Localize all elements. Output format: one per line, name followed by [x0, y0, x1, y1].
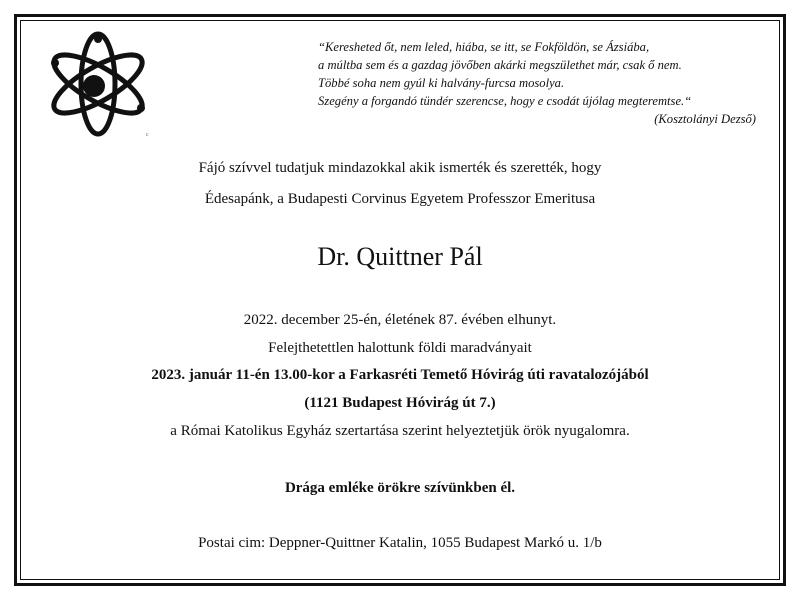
atom-icon [44, 30, 152, 138]
postal-address: Postai cim: Deppner-Quittner Katalin, 1055 Budapest Markó u. 1/b [198, 535, 602, 551]
deceased-name: Dr. Quittner Pál [317, 242, 483, 271]
remains-line: Felejthetettlen halottunk földi maradványait [268, 340, 532, 356]
poem-line: Többé soha nem gyúl ki halvány-furcsa mosolya. [318, 76, 565, 90]
funeral-line: 2023. január 11-én 13.00-kor a Farkasréti Temető Hóvirág úti ravatalozójából [151, 367, 649, 383]
poem-line: “Keresheted őt, nem leled, hiába, se itt, se Fokföldön, se Ázsiába, [318, 40, 650, 54]
title-line: Édesapánk, a Budapesti Corvinus Egyetem Professzor Emeritusa [204, 191, 596, 207]
rite-line: a Római Katolikus Egyház szertartása szerint helyeztetjük örök nyugalomra. [170, 423, 630, 439]
poem-line: a múltba sem és a gazdag jövőben akárki megszülethet már, csak ő nem. [318, 58, 682, 72]
death-date-line: 2022. december 25-én, életének 87. évében elhunyt. [243, 312, 557, 328]
poem-line: Szegény a forgandó tündér szerencse, hogy e csodát újólag megteremtse.“ [318, 94, 692, 108]
memory-line: Drága emléke örökre szívünkben él. [284, 480, 516, 496]
poem-quote [318, 38, 758, 128]
poem-author: (Kosztolányi Dezső) [654, 112, 756, 126]
address-line: (1121 Budapest Hóvirág út 7.) [304, 395, 496, 411]
intro-line: Fájó szívvel tudatjuk mindazokkal akik ismerték és szerették, hogy [198, 160, 602, 176]
tiny-mark: c [146, 132, 149, 138]
